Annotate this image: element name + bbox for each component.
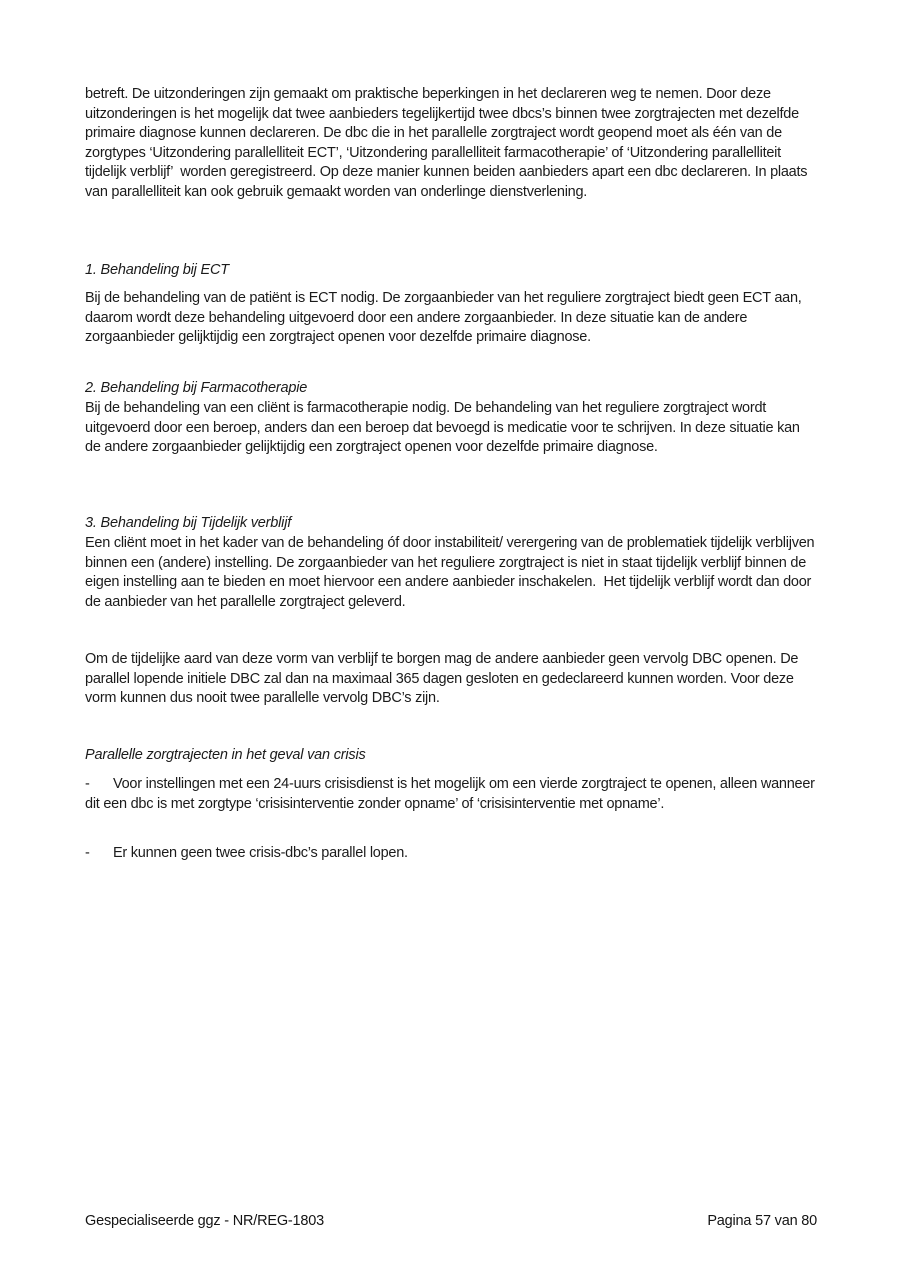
closing-paragraph: Om de tijdelijke aard van deze vorm van verblijf te borgen mag de andere aanbieder geen vervolg DBC openen. De parallel lopende initiele DBC zal dan na maximaal 365 dagen gesloten en gedeclareerd kunnen worden. Voor deze vorm kunnen dus nooit twee parallelle vervolg DBC’s zijn.: [85, 651, 803, 706]
crisis-heading: Parallelle zorgtrajecten in het geval van crisis: [85, 747, 366, 763]
page-footer: [85, 1212, 817, 1231]
bullet-dash: -: [85, 845, 90, 861]
footer-document-reference: Gespecialiseerde ggz - NR/REG-1803: [85, 1213, 325, 1229]
footer-page-number: Pagina 57 van 80: [707, 1213, 817, 1229]
section-2-body: Bij de behandeling van een cliënt is farmacotherapie nodig. De behandeling van het reguliere zorgtraject wordt uitgevoerd door een beroep, anders dan een beroep dat bevoegd is medicatie voor te schrijven. In deze situatie kan de andere zorgaanbieder gelijktijdig een zorgtraject openen voor dezelfde primaire diagnose.: [85, 400, 804, 455]
intro-paragraph: betreft. De uitzonderingen zijn gemaakt om praktische beperkingen in het declareren weg te nemen. Door deze uitzonderingen is het mogelijk dat twee aanbieders tegelijkertijd twee dbcs’s binnen twee zorgtrajecten met dezelfde primaire diagnose kunnen declareren. De dbc die in het parallelle zorgtraject wordt geopend moet als één van de zorgtypes ‘Uitzondering parallelliteit ECT’, ‘Uitzondering parallelliteit farmacotherapie’ of ‘Uitzondering parallelliteit tijdelijk verblijf’ worden geregistreerd. Op deze manier kunnen beiden aanbieders apart een dbc declareren. In plaats van parallelliteit kan ook gebruik gemaakt worden van onderlinge dienstverlening.: [85, 86, 812, 200]
section-3-heading: 3. Behandeling bij Tijdelijk verblijf: [85, 515, 292, 531]
bullet-dash: -: [85, 776, 90, 792]
bullet-text: Er kunnen geen twee crisis-dbc’s parallel lopen.: [113, 845, 408, 861]
crisis-bullet-item: [85, 844, 817, 864]
section-1-body: Bij de behandeling van de patiënt is ECT nodig. De zorgaanbieder van het reguliere zorgtraject biedt geen ECT aan, daarom wordt deze behandeling uitgevoerd door een andere zorgaanbieder. In deze situatie kan de andere zorgaanbieder gelijktijdig een zorgtraject openen voor dezelfde primaire diagnose.: [85, 290, 806, 345]
section-3-body: Een cliënt moet in het kader van de behandeling óf door instabiliteit/ verergering van de problematiek tijdelijk verblijven binnen een (andere) instelling. De zorgaanbieder van het reguliere zorgtraject is niet in staat tijdelijk verblijf binnen de eigen instelling aan te bieden en moet hiervoor een andere aanbieder inschakelen. Het tijdelijk verblijf wordt dan door de aanbieder van het parallelle zorgtraject geleverd.: [85, 535, 819, 610]
bullet-text: Voor instellingen met een 24-uurs crisisdienst is het mogelijk om een vierde zorgtraject te openen, alleen wanneer dit een dbc is met zorgtype ‘crisisinterventie zonder opname’ of ‘crisisinterventie met opname’.: [85, 776, 819, 812]
section-1-heading: 1. Behandeling bij ECT: [85, 262, 229, 278]
section-2-heading: 2. Behandeling bij Farmacotherapie: [85, 380, 308, 396]
crisis-bullet-item: [85, 775, 817, 814]
